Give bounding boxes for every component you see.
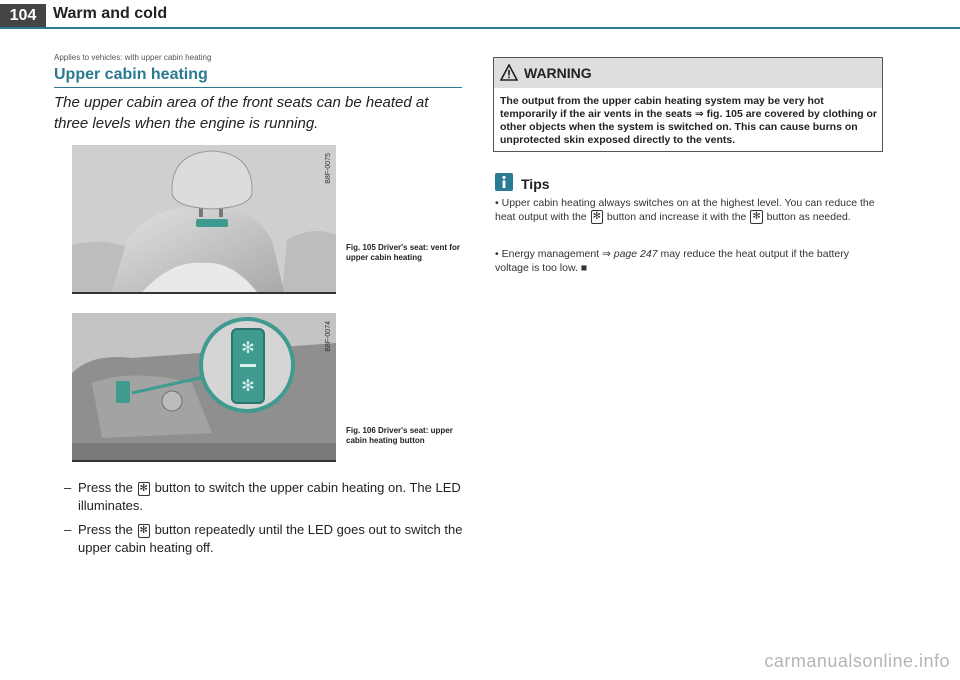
chapter-title: Warm and cold [53,5,168,22]
figure-caption: Fig. 106 Driver's seat: upper cabin heating button [346,426,453,445]
fan-icon: ✻ [752,211,761,222]
applies-note: Applies to vehicles: with upper cabin heating [54,53,212,62]
seat-vent-illustration [72,145,336,292]
tip-text: Energy management ⇒ [501,248,611,260]
page-header [0,0,960,27]
step-dash: – [64,480,72,495]
tip-text: button and increase it with the [606,211,747,223]
svg-text:✻: ✻ [241,338,255,357]
warning-title: WARNING [524,65,592,81]
header-rule [0,27,960,29]
warning-box [493,57,883,152]
seat-vent-grille [196,219,228,227]
step-switch-off [64,521,468,557]
warning-header [494,58,882,88]
section-title: Upper cabin heating [54,66,208,83]
fan-icon: ✻ [139,483,148,494]
tip-item [495,247,883,275]
figure-heating-button [72,313,336,462]
end-marker: ■ [580,262,588,274]
page-number: 104 [0,4,46,27]
watermark: carmanualsonline.info [764,651,950,671]
figure-code: B8F-0074 [325,321,332,352]
tip-text: button as needed. [766,211,851,223]
bullet: • [495,248,499,260]
step-switch-on [64,479,468,515]
figure-seat-vent [72,145,336,294]
figure-code: B8F-0075 [325,153,332,184]
figure-caption: Fig. 105 Driver's seat: vent for upper cabin heating [346,243,460,262]
tips-title: Tips [521,176,550,192]
step-dash: – [64,522,72,537]
tip-text: Upper cabin heating always switches on at the highest level. You can reduce the heat output with the [495,197,875,223]
step-text: button repeatedly until the LED goes out to switch the upper cabin heating off. [78,522,463,555]
tip-item [495,196,883,224]
fan-icon: ✻ [139,525,148,536]
fan-icon: ✻ [592,211,601,222]
step-text: Press the [78,522,133,537]
warning-text: The output from the upper cabin heating system may be very hot temporarily if the air vents in the seats ⇒ fig. 105 are covered by clothing or other objects when the system is switched on. This can cause burns on unprotected skin exposed directly to the vents. [500,95,877,146]
bullet: • [495,197,499,209]
info-icon [495,173,513,191]
tip-text: may reduce the heat output if the battery voltage is too low. [495,248,849,274]
console-switch [116,381,130,403]
step-text: button to switch the upper cabin heating on. The LED illuminates. [78,480,461,513]
step-text: Press the [78,480,133,495]
section-intro: The upper cabin area of the front seats can be heated at three levels when the engine is running. [54,94,429,132]
heating-button-illustration [72,313,336,460]
warning-triangle-icon [500,64,518,81]
svg-text:✻: ✻ [241,376,255,395]
led-bar [240,364,256,367]
page-reference-link[interactable]: page 247 [613,248,658,260]
section-rule [54,87,462,88]
